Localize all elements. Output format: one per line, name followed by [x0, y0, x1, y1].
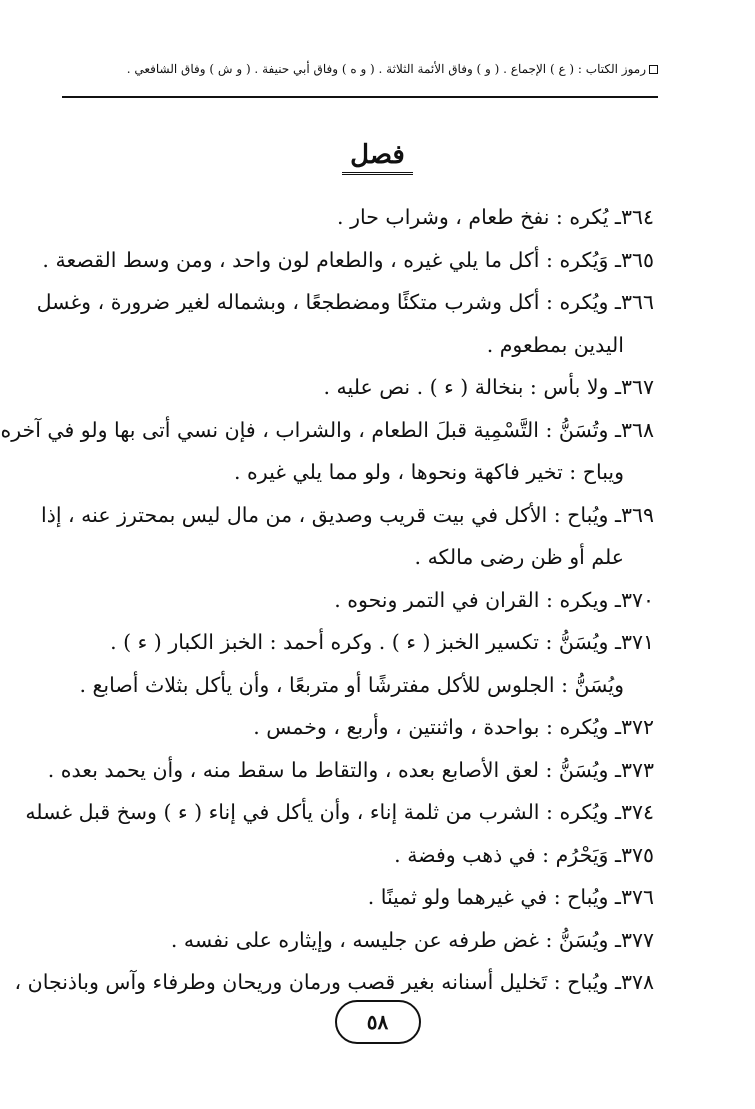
item-number: ٣٧٧ [620, 927, 654, 952]
body-text [0, 196, 654, 1004]
text-line-continuation [72, 451, 654, 494]
item-number: ٣٧٠ [620, 587, 654, 612]
item-number: ٣٦٥ [620, 247, 654, 272]
line-text: ـ وَيُكره : أكل ما يلي غيره ، والطعام لون واحد ، ومن وسط القصعة . [42, 247, 621, 272]
text-line-continuation [72, 536, 654, 579]
text-line [72, 196, 654, 239]
item-number: ٣٦٤ [620, 205, 654, 229]
header-divider [62, 96, 658, 98]
text-line [72, 366, 654, 409]
line-text: ـ ويُباح : الأكل في بيت قريب وصديق ، من مال ليس بمحترز عنه ، إذا [41, 502, 621, 527]
text-line [42, 239, 654, 282]
text-line [72, 876, 654, 919]
text-line-continuation [72, 664, 654, 707]
item-number: ٣٧٨ [620, 970, 654, 994]
item-number: ٣٦٨ [620, 417, 654, 442]
item-number: ٣٧٤ [620, 800, 654, 824]
line-text: ـ ويُسَنُّ : غض طرفه عن جليسه ، وإيثاره على نفسه . [170, 927, 621, 952]
book-symbols-header [62, 62, 658, 76]
line-text: ـ وَيَحْرُم : في ذهب وفضة . [394, 842, 621, 867]
text-line [47, 749, 654, 792]
line-text: علم أو ظن رضى مالكه . [414, 545, 624, 569]
line-text: ويُسَنُّ : الجلوس للأكل مفترشًا أو متربعًا ، وأن يأكل بثلاث أصابع . [79, 672, 624, 697]
item-number: ٣٧٢ [620, 715, 654, 739]
text-line [36, 281, 654, 324]
text-line [41, 494, 654, 537]
line-text: ـ ويُسَنُّ : لعق الأصابع بعده ، والتقاط ما سقط منه ، وأن يحمد بعده . [47, 757, 621, 782]
item-number: ٣٦٧ [620, 375, 654, 399]
line-text: ـ ويُكره : بواحدة ، واثنتين ، وأربع ، وخمس . [253, 715, 621, 739]
text-line [14, 961, 654, 1004]
item-number: ٣٧٦ [620, 885, 654, 909]
line-text: ويباح : تخير فاكهة ونحوها ، ولو مما يلي غيره . [234, 460, 624, 484]
text-line [72, 834, 654, 877]
item-number: ٣٦٩ [620, 502, 654, 527]
line-text: ـ ويُكره : الشرب من ثلمة إناء ، وأن يأكل في إناء ( ء ) وسخ قبل غسله [25, 800, 621, 824]
line-text: ـ ويكره : القران في التمر ونحوه . [334, 587, 621, 612]
text-line [25, 791, 654, 834]
text-line [72, 579, 654, 622]
header-text: رموز الكتاب : ( ع ) الإجماع . ( و ) وفاق الأئمة الثلاثة . ( و ه ) وفاق أبي حنيفة . ( و ش ) وفاق الشافعي . [126, 62, 646, 76]
item-number: ٣٧١ [620, 630, 654, 654]
item-number: ٣٧٥ [620, 842, 654, 867]
line-text: ـ يُكره : نفخ طعام ، وشراب حار . [337, 205, 621, 229]
square-bullet-icon [649, 65, 658, 74]
text-line [72, 919, 654, 962]
line-text: ـ ويُسَنُّ : تكسير الخبز ( ء ) . وكره أحمد : الخبز الكبار ( ء ) . [110, 630, 621, 654]
page-number: ٥٨ [335, 1000, 421, 1044]
item-number: ٣٧٣ [620, 757, 654, 782]
text-line [72, 621, 654, 664]
line-text: ـ ويُباح : في غيرهما ولو ثمينًا . [367, 885, 621, 909]
item-number: ٣٦٦ [620, 290, 654, 314]
line-text: ـ وتُسَنُّ : التَّسْمِية قبلَ الطعام ، والشراب ، فإن نسي أتى بها ولو في آخره [0, 417, 621, 442]
line-text: ـ ويُباح : تَخليل أسنانه بغير قصب ورمان وريحان وطرفاء وآس وباذنجان ، [14, 970, 621, 994]
text-line [72, 706, 654, 749]
page-number-container [0, 1000, 755, 1044]
line-text: ـ ويُكره : أكل وشرب متكئًا ومضطجعًا ، وبشماله لغير ضرورة ، وغسل [36, 290, 621, 314]
section-title: فصل [0, 140, 755, 175]
line-text: ـ ولا بأس : بنخالة ( ء ) . نص عليه . [323, 375, 621, 399]
line-text: اليدين بمطعوم . [486, 332, 624, 357]
text-line [0, 409, 654, 452]
text-line-continuation [72, 324, 654, 367]
